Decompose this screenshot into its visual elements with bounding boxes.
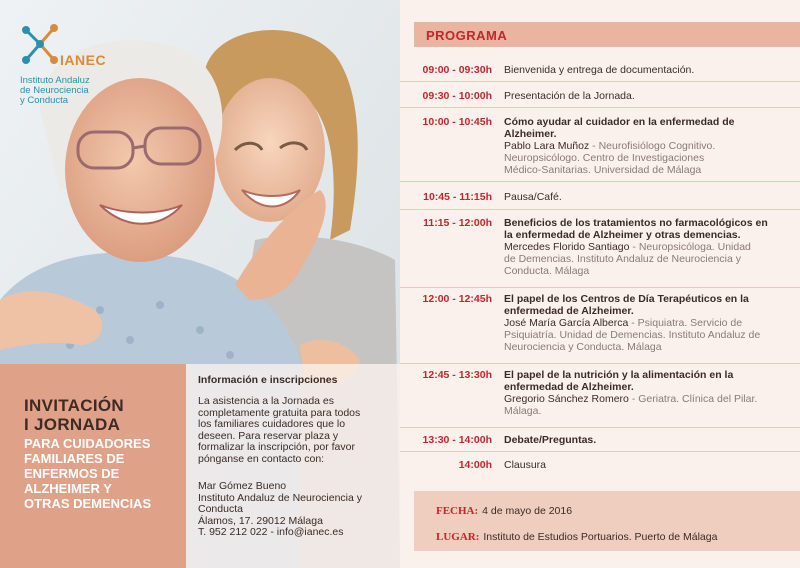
info-box (186, 364, 400, 568)
program-speaker: Pablo Lara Muñoz - Neurofisiólogo Cognitivo. (504, 140, 716, 152)
program-item: 12:00 - 12:45h El papel de los Centros de Día Terapéuticos en la enfermedad de Alzheimer. José María García Alberca - Psiquiatra. Servicio de Psiquiatría. Unidad de Demencias. Instituto Andaluz de Neurociencia y Conducta. Málaga (400, 288, 800, 364)
invitation-box (0, 364, 186, 568)
program-speaker: Gregorio Sánchez Romero - Geriatra. Clínica del Pilar. (504, 393, 758, 405)
program-time: 13:30 - 14:00h (422, 434, 492, 446)
program-title: Pausa/Café. (504, 191, 562, 203)
info-heading: Información e inscripciones (198, 374, 338, 386)
logo-subtitle: Instituto Andaluz de Neurociencia y Conducta (20, 75, 90, 106)
contact-phone-email: T. 952 212 022 - info@ianec.es (198, 526, 344, 538)
program-title: El papel de la nutrición y la alimentación en la (504, 369, 734, 381)
program-speaker: José María García Alberca - Psiquiatra. Servicio de (504, 317, 743, 329)
program-title: Presentación de la Jornada. (504, 90, 635, 102)
program-time: 14:00h (458, 459, 492, 471)
logo-brand: IANEC (60, 52, 107, 68)
ianec-logo-icon (20, 22, 60, 66)
invitation-title: INVITACIÓN (24, 396, 124, 415)
program-time: 09:00 - 09:30h (422, 64, 492, 76)
invitation-subtitle: PARA CUIDADORES FAMILIARES DE ENFERMOS DE ALZHEIMER Y OTRAS DEMENCIAS (24, 436, 152, 511)
program-item: 10:00 - 10:45h Cómo ayudar al cuidador en la enfermedad de Alzheimer. Pablo Lara Muñoz - Neurofisiólogo Cognitivo. Neuropsicólogo. Centro de Investigaciones Médico-Sanitarias. Universidad de Málaga (400, 108, 800, 182)
program-item (400, 452, 800, 478)
program-title: Debate/Preguntas. (504, 434, 597, 446)
program-time: 10:00 - 10:45h (422, 116, 492, 128)
program-time: 12:00 - 12:45h (422, 293, 492, 305)
program-item (400, 182, 800, 210)
program-heading-bar (414, 22, 800, 47)
program-title: Bienvenida y entrega de documentación. (504, 64, 695, 76)
program-title: Cómo ayudar al cuidador en la enfermedad de (504, 116, 735, 128)
program-time: 09:30 - 10:00h (422, 90, 492, 102)
program-title: Beneficios de los tratamientos no farmacológicos en (504, 217, 768, 229)
program-speaker: Mercedes Florido Santiago - Neuropsicóloga. Unidad (504, 241, 751, 253)
program-panel (400, 0, 800, 568)
event-details-box (414, 491, 800, 551)
program-item (400, 82, 800, 108)
program-title: El papel de los Centros de Día Terapéuticos en la (504, 293, 749, 305)
program-heading: PROGRAMA (426, 28, 508, 43)
event-date: FECHA: 4 de mayo de 2016 (436, 505, 573, 517)
program-item: 11:15 - 12:00h Beneficios de los tratamientos no farmacológicos en la enfermedad de Alzheimer y otras demencias. Mercedes Florido Santiago - Neuropsicóloga. Unidad de Demencias. Instituto Andaluz de Neurociencia y Conducta. Málaga (400, 210, 800, 288)
program-time: 11:15 - 12:00h (423, 217, 492, 229)
program-item (400, 58, 800, 82)
program-time: 10:45 - 11:15h (423, 191, 492, 203)
program-title: Clausura (504, 459, 547, 471)
info-body: La asistencia a la Jornada es completamente gratuita para todos los familiares cuidadores que lo deseen. Para reservar plaza y formalizar la inscripción, por favor pónganse en contacto con: (198, 395, 361, 465)
program-item (400, 428, 800, 452)
program-item: 12:45 - 13:30h El papel de la nutrición y la alimentación en la enfermedad de Alzheimer. Gregorio Sánchez Romero - Geriatra. Clínica del Pilar. Málaga. (400, 364, 800, 428)
event-location: LUGAR: Instituto de Estudios Portuarios. Puerto de Málaga (436, 531, 718, 543)
program-time: 12:45 - 13:30h (422, 369, 492, 381)
jornada-title: I JORNADA (24, 415, 121, 434)
contact-details: Mar Gómez Bueno Instituto Andaluz de Neurociencia y Conducta Álamos, 17. 29012 Málaga T. 952 212 022 - info@ianec.es (198, 480, 363, 538)
